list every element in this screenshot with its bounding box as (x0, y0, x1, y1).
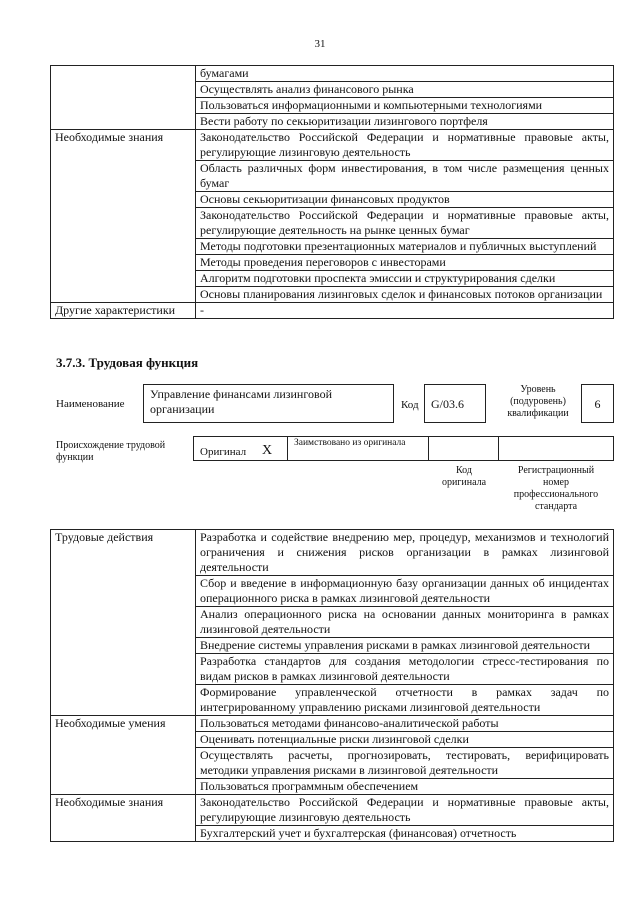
row-text: Методы подготовки презентационных материалов и публичных выступлений (196, 239, 614, 255)
page-number: 31 (314, 38, 326, 50)
row-label (51, 66, 196, 130)
row-text: Сбор и введение в информационную базу организации данных об инцидентах операционного риска в рамках лизинговой деятельности (196, 576, 614, 607)
original-label: Оригинал (200, 446, 247, 458)
borrowed-label: Заимствовано из оригинала (294, 438, 406, 448)
divider (287, 436, 288, 461)
row-label: Необходимые умения (51, 716, 196, 795)
table-row (51, 130, 614, 161)
row-text: - (196, 303, 614, 319)
main-requirements-table (50, 529, 614, 842)
code-value: G/03.6 (431, 397, 464, 411)
row-text: бумагами (196, 66, 614, 82)
table-row (51, 303, 614, 319)
code-label: Код (401, 399, 419, 411)
row-text: Разработка и содействие внедрению мер, процедур, механизмов и технологий ограничения и снижения рисков организации в рамках лизинговой деятельности (196, 530, 614, 576)
origin-label: Происхождение трудовой функции (56, 440, 166, 463)
table-row (51, 795, 614, 826)
level-value-box (581, 384, 614, 423)
level-label: Уровень (подуровень) квалификации (507, 384, 569, 419)
code-value-box (424, 384, 486, 423)
row-label: Другие характеристики (51, 303, 196, 319)
row-text: Алгоритм подготовки проспекта эмиссии и структурирования сделки (196, 271, 614, 287)
table-row (51, 530, 614, 576)
row-label: Трудовые действия (51, 530, 196, 716)
code-original-caption: Код оригинала (441, 465, 487, 488)
section-title: 3.7.3. Трудовая функция (56, 355, 199, 370)
row-text: Пользоваться программным обеспечением (196, 779, 614, 795)
level-value: 6 (594, 397, 601, 411)
top-requirements-table (50, 65, 614, 319)
row-label: Необходимые знания (51, 795, 196, 842)
row-text: Оценивать потенциальные риски лизинговой сделки (196, 732, 614, 748)
row-text: Законодательство Российской Федерации и нормативные правовые акты, регулирующие лизинговую деятельность (196, 130, 614, 161)
name-value-box (143, 384, 394, 423)
name-value: Управление финансами лизинговой организации (150, 387, 332, 416)
row-text: Основы секьюритизации финансовых продуктов (196, 192, 614, 208)
row-label: Необходимые знания (51, 130, 196, 303)
row-text: Осуществлять расчеты, прогнозировать, тестировать, верифицировать методики управления рисками в лизинговой деятельности (196, 748, 614, 779)
row-text: Вести работу по секьюритизации лизингового портфеля (196, 114, 614, 130)
row-text: Пользоваться методами финансово-аналитической работы (196, 716, 614, 732)
table-row (51, 66, 614, 82)
row-text: Разработка стандартов для создания методологии стресс-тестирования по видам рисков в рамках лизинговой деятельности (196, 654, 614, 685)
row-text: Область различных форм инвестирования, в том числе размещения ценных бумаг (196, 161, 614, 192)
name-label: Наименование (56, 398, 125, 410)
row-text: Пользоваться информационными и компьютерными технологиями (196, 98, 614, 114)
row-text: Формирование управленческой отчетности в рамках задач по интегрированному управлению рисками лизинговой деятельности (196, 685, 614, 716)
divider (428, 436, 429, 461)
row-text: Осуществлять анализ финансового рынка (196, 82, 614, 98)
row-text: Законодательство Российской Федерации и нормативные правовые акты, регулирующие лизинговую деятельность (196, 795, 614, 826)
table-row (51, 716, 614, 732)
divider (498, 436, 499, 461)
row-text: Законодательство Российской Федерации и нормативные правовые акты, регулирующие деятельность на рынке ценных бумаг (196, 208, 614, 239)
row-text: Методы проведения переговоров с инвесторами (196, 255, 614, 271)
reg-number-caption: Регистрационный номер профессионального стандарта (513, 465, 599, 512)
row-text: Бухгалтерский учет и бухгалтерская (финансовая) отчетность (196, 826, 614, 842)
row-text: Основы планирования лизинговых сделок и финансовых потоков организации (196, 287, 614, 303)
original-mark: X (262, 443, 273, 458)
row-text: Анализ операционного риска на основании данных мониторинга в рамках лизинговой деятельности (196, 607, 614, 638)
row-text: Внедрение системы управления рисками в рамках лизинговой деятельности (196, 638, 614, 654)
